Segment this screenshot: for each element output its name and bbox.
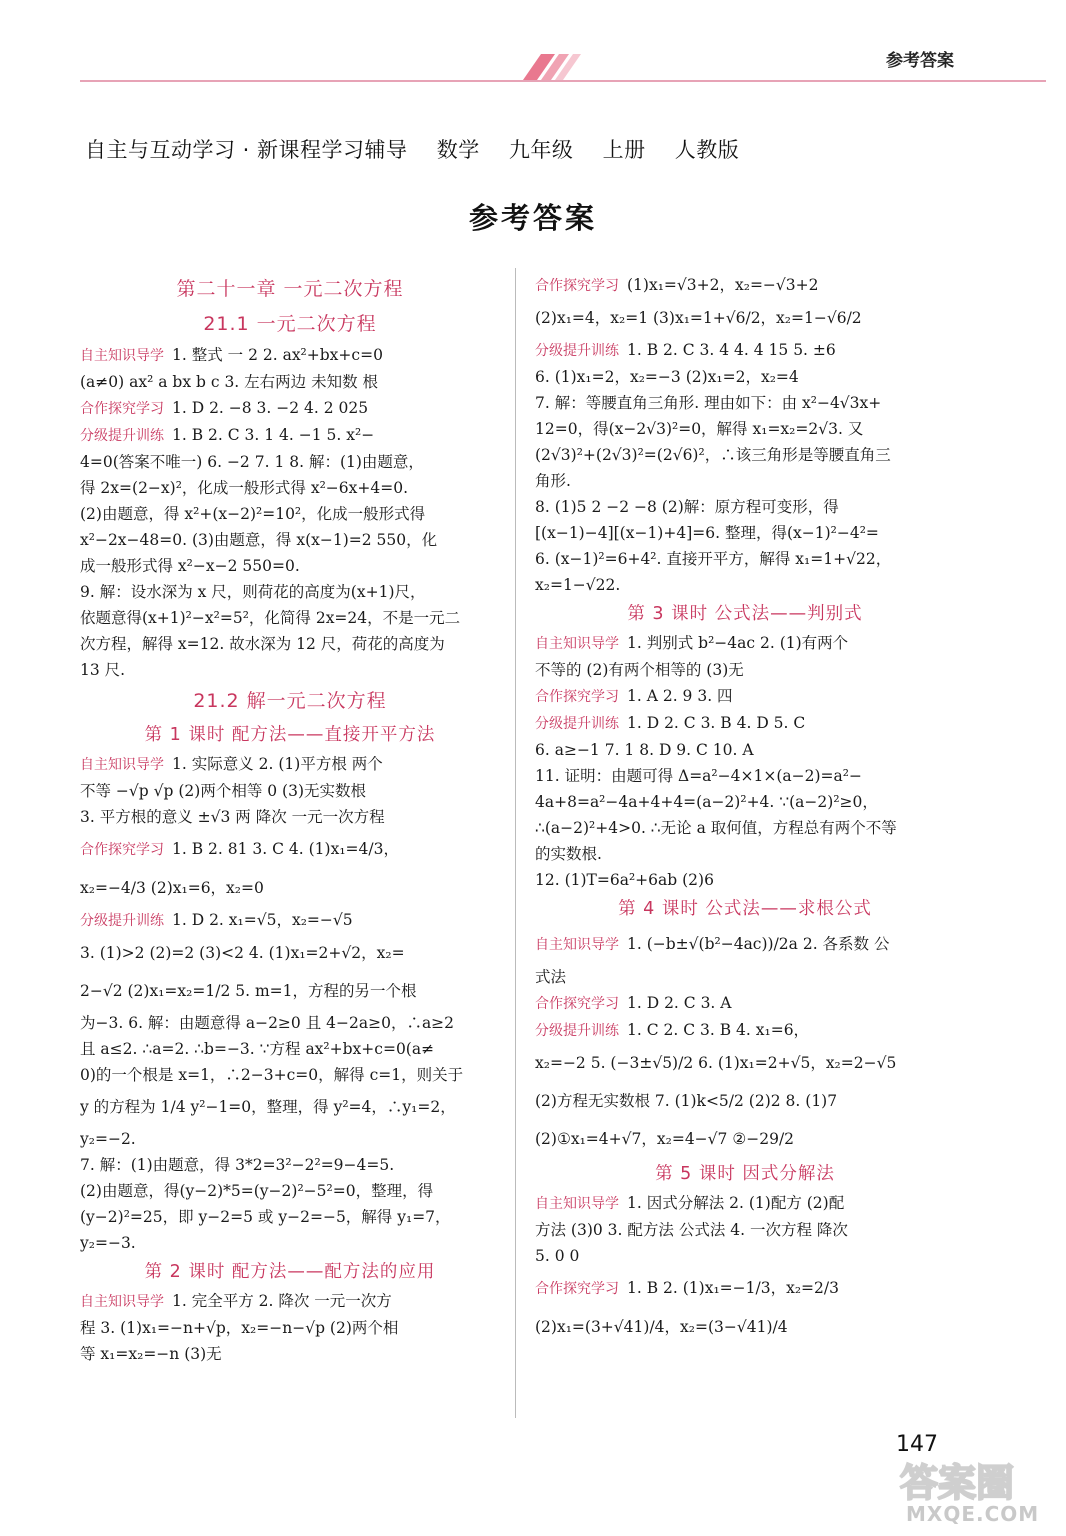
- answer-line: [535, 337, 955, 364]
- answer-line: [80, 395, 500, 422]
- book-title: [85, 134, 761, 164]
- section-tag: 分级提升训练: [80, 913, 164, 929]
- answer-text: 1. 因式分解法 2. (1)配方 (2)配: [627, 1194, 845, 1212]
- section-tag: 分级提升训练: [535, 343, 619, 359]
- section-heading: 21.2 解一元二次方程: [193, 690, 387, 712]
- answer-line: 9. 解：设水深为 x 尺，则荷花的高度为(x+1)尺，: [80, 583, 426, 601]
- answer-text: 1. B 2. (1)x₁=−1/3，x₂=2/3: [627, 1279, 839, 1297]
- answer-line: 12=0，得(x−2√3)²=0，解得 x₁=x₂=2√3. 又: [535, 420, 864, 438]
- answer-line: 4=0(答案不唯一) 6. −2 7. 1 8. 解：(1)由题意，: [80, 453, 424, 471]
- answer-line: 方法 (3)0 3. 配方法 公式法 4. 一次方程 降次: [535, 1221, 848, 1239]
- header-stripes-decoration: [515, 50, 585, 82]
- answer-line: 12. (1)T=6a²+6ab (2)6: [535, 871, 714, 889]
- section-tag: 合作探究学习: [535, 689, 619, 705]
- answer-line: (y−2)²=25，即 y−2=5 或 y−2=−5，解得 y₁=7，: [80, 1208, 451, 1226]
- answer-text: 1. 整式 一 2 2. ax²+bx+c=0: [172, 346, 383, 364]
- answer-line: [80, 751, 500, 778]
- answer-line: x₂=1−√22.: [535, 576, 621, 594]
- lesson-heading: 第 4 课时 公式法——求根公式: [618, 899, 872, 919]
- answer-line: [535, 710, 955, 737]
- section-tag: 合作探究学习: [80, 842, 164, 858]
- book-subject: 数学: [436, 138, 480, 162]
- answer-text: 1. A 2. 9 3. 四: [627, 687, 733, 705]
- answer-line: y₂=−3.: [80, 1234, 136, 1252]
- book-grade: 九年级: [508, 138, 574, 162]
- section-tag: 分级提升训练: [80, 428, 164, 444]
- section-heading: 21.1 一元二次方程: [203, 313, 377, 335]
- book-edition: 人教版: [674, 138, 740, 162]
- answer-text: 1. 完全平方 2. 降次 一元一次方: [172, 1292, 392, 1310]
- column-divider: [515, 268, 516, 1418]
- answer-line: 11. 证明：由题可得 Δ=a²−4×1×(a−2)=a²−: [535, 767, 862, 785]
- answer-line: 0)的一个根是 x=1，∴2−3+c=0，解得 c=1，则关于: [80, 1066, 464, 1084]
- answer-line: (2)①x₁=4+√7，x₂=4−√7 ②−29/2: [535, 1130, 795, 1148]
- book-series: 自主与互动学习 · 新课程学习辅导: [85, 138, 408, 162]
- answer-line: [535, 272, 955, 299]
- answer-line: x²−2x−48=0. (3)由题意，得 x(x−1)=2 550，化: [80, 531, 438, 549]
- answer-line: (2)x₁=4，x₂=1 (3)x₁=1+√6/2，x₂=1−√6/2: [535, 309, 862, 327]
- answer-line: 5. 0 0: [535, 1247, 580, 1265]
- answer-text: 1. B 2. C 3. 1 4. −1 5. x²−: [172, 426, 375, 444]
- answer-line: 7. 解：等腰直角三角形. 理由如下：由 x²−4√3x+: [535, 394, 882, 412]
- answer-text: 1. 实际意义 2. (1)平方根 两个: [172, 755, 383, 773]
- page-number: 147: [896, 1432, 938, 1457]
- lesson-heading: 第 1 课时 配方法——直接开平方法: [144, 725, 436, 745]
- answer-line: 6. (1)x₁=2，x₂=−3 (2)x₁=2，x₂=4: [535, 368, 799, 386]
- answer-line: x₂=−4/3 (2)x₁=6，x₂=0: [80, 879, 264, 897]
- answer-line: [80, 907, 500, 934]
- answer-line: 13 尺.: [80, 661, 126, 679]
- answer-line: (2)由题意，得(y−2)*5=(y−2)²−5²=0，整理，得: [80, 1182, 434, 1200]
- answer-line: 成一般形式得 x²−x−2 550=0.: [80, 557, 300, 575]
- answer-line: 3. (1)>2 (2)=2 (3)<2 4. (1)x₁=2+√2，x₂=: [80, 944, 405, 962]
- answer-text: 1. D 2. C 3. A: [627, 994, 732, 1012]
- answer-line: [535, 683, 955, 710]
- answer-text: 1. C 2. C 3. B 4. x₁=6，: [627, 1021, 810, 1039]
- answer-line: 且 a≤2. ∴a=2. ∴b=−3. ∵方程 ax²+bx+c=0(a≠: [80, 1040, 435, 1058]
- lesson-heading: 第 3 课时 公式法——判别式: [627, 604, 863, 624]
- answer-line: (2)x₁=(3+√41)/4，x₂=(3−√41)/4: [535, 1318, 788, 1336]
- section-tag: 自主知识导学: [535, 937, 619, 953]
- answer-text: 1. D 2. −8 3. −2 4. 2 025: [172, 399, 369, 417]
- answer-line: 6. a≥−1 7. 1 8. D 9. C 10. A: [535, 741, 754, 759]
- answer-line: [535, 1269, 955, 1308]
- answer-text: (1)x₁=√3+2，x₂=−√3+2: [627, 276, 819, 294]
- section-tag: 分级提升训练: [535, 1023, 619, 1039]
- book-volume: 上册: [602, 138, 646, 162]
- answer-text: 1. 判别式 b²−4ac 2. (1)有两个: [627, 634, 849, 652]
- section-tag: 分级提升训练: [535, 716, 619, 732]
- section-tag: 自主知识导学: [80, 348, 164, 364]
- answer-line: 4a+8=a²−4a+4+4=(a−2)²+4. ∵(a−2)²≥0，: [535, 793, 878, 811]
- answer-text: 1. D 2. x₁=√5，x₂=−√5: [172, 911, 353, 929]
- answer-line: 式法: [535, 968, 567, 986]
- answer-line: (a≠0) ax² a bx b c 3. 左右两边 未知数 根: [80, 373, 379, 391]
- answer-line: [80, 1288, 500, 1315]
- answer-line: [80, 422, 500, 449]
- header-label: 参考答案: [886, 51, 954, 71]
- answer-line: 6. (x−1)²=6+4². 直接开平方，解得 x₁=1+√22，: [535, 550, 892, 568]
- answer-line: [535, 925, 955, 964]
- answer-line: [(x−1)−4][(x−1)+4]=6. 整理，得(x−1)²−4²=: [535, 524, 879, 542]
- section-tag: 合作探究学习: [535, 1281, 619, 1297]
- answer-line: 次方程，解得 x=12. 故水深为 12 尺，荷花的高度为: [80, 635, 445, 653]
- answer-line: 3. 平方根的意义 ±√3 两 降次 一元一次方程: [80, 808, 385, 826]
- answer-line: x₂=−2 5. (−3±√5)/2 6. (1)x₁=2+√5，x₂=2−√5: [535, 1054, 897, 1072]
- answer-line: 7. 解：(1)由题意，得 3*2=3²−2²=9−4=5.: [80, 1156, 395, 1174]
- answer-line: 等 x₁=x₂=−n (3)无: [80, 1345, 222, 1363]
- answer-line: y₂=−2.: [80, 1130, 136, 1148]
- page-title: 参考答案: [468, 201, 597, 235]
- watermark-site: MXQE.COM: [906, 1502, 1040, 1526]
- answer-line: 角形.: [535, 472, 571, 490]
- section-tag: 合作探究学习: [535, 996, 619, 1012]
- right-answer-column: [535, 272, 955, 1346]
- answer-line: 为−3. 6. 解：由题意得 a−2≥0 且 4−2a≥0，∴a≥2: [80, 1014, 455, 1032]
- answer-line: 的实数根.: [535, 845, 602, 863]
- lesson-heading: 第 5 课时 因式分解法: [655, 1164, 835, 1184]
- chapter-heading: 第二十一章 一元二次方程: [176, 278, 404, 300]
- answer-line: 不等 −√p √p (2)两个相等 0 (3)无实数根: [80, 782, 366, 800]
- answer-text: 1. (−b±√(b²−4ac))/2a 2. 各系数 公: [627, 935, 890, 953]
- answer-line: [80, 342, 500, 369]
- svg-text:答案圈: 答案圈: [900, 1461, 1015, 1505]
- answer-line: 依题意得(x+1)²−x²=5²，化简得 2x=24，不是一元二: [80, 609, 461, 627]
- section-tag: 自主知识导学: [535, 636, 619, 652]
- answer-line: 得 2x=(2−x)²，化成一般形式得 x²−6x+4=0.: [80, 479, 409, 497]
- answer-text: 1. B 2. 81 3. C 4. (1)x₁=4/3，: [172, 840, 399, 858]
- answer-text: 1. D 2. C 3. B 4. D 5. C: [627, 714, 806, 732]
- left-answer-column: [80, 272, 500, 1367]
- answer-line: [80, 830, 500, 869]
- section-tag: 自主知识导学: [80, 757, 164, 773]
- answer-line: 8. (1)5 2 −2 −8 (2)解：原方程可变形，得: [535, 498, 839, 516]
- answer-line: 程 3. (1)x₁=−n+√p，x₂=−n−√p (2)两个相: [80, 1319, 399, 1337]
- section-tag: 自主知识导学: [535, 1196, 619, 1212]
- answer-line: (2)由题意，得 x²+(x−2)²=10²，化成一般形式得: [80, 505, 426, 523]
- answer-line: [535, 1017, 955, 1044]
- answer-line: [535, 1190, 955, 1217]
- answer-line: (2√3)²+(2√3)²=(2√6)²，∴该三角形是等腰直角三: [535, 446, 891, 464]
- answer-line: 不等的 (2)有两个相等的 (3)无: [535, 661, 744, 679]
- section-tag: 合作探究学习: [80, 401, 164, 417]
- section-tag: 合作探究学习: [535, 278, 619, 294]
- section-tag: 自主知识导学: [80, 1294, 164, 1310]
- answer-line: [535, 630, 955, 657]
- answer-line: y 的方程为 1/4 y²−1=0，整理，得 y²=4，∴y₁=2，: [80, 1098, 456, 1116]
- lesson-heading: 第 2 课时 配方法——配方法的应用: [144, 1262, 436, 1282]
- answer-line: ∴(a−2)²+4>0. ∴无论 a 取何值，方程总有两个不等: [535, 819, 897, 837]
- answer-line: [535, 990, 955, 1017]
- answer-text: 1. B 2. C 3. 4 4. 4 15 5. ±6: [627, 341, 836, 359]
- answer-line: (2)方程无实数根 7. (1)k<5/2 (2)2 8. (1)7: [535, 1092, 838, 1110]
- answer-line: 2−√2 (2)x₁=x₂=1/2 5. m=1，方程的另一个根: [80, 982, 417, 1000]
